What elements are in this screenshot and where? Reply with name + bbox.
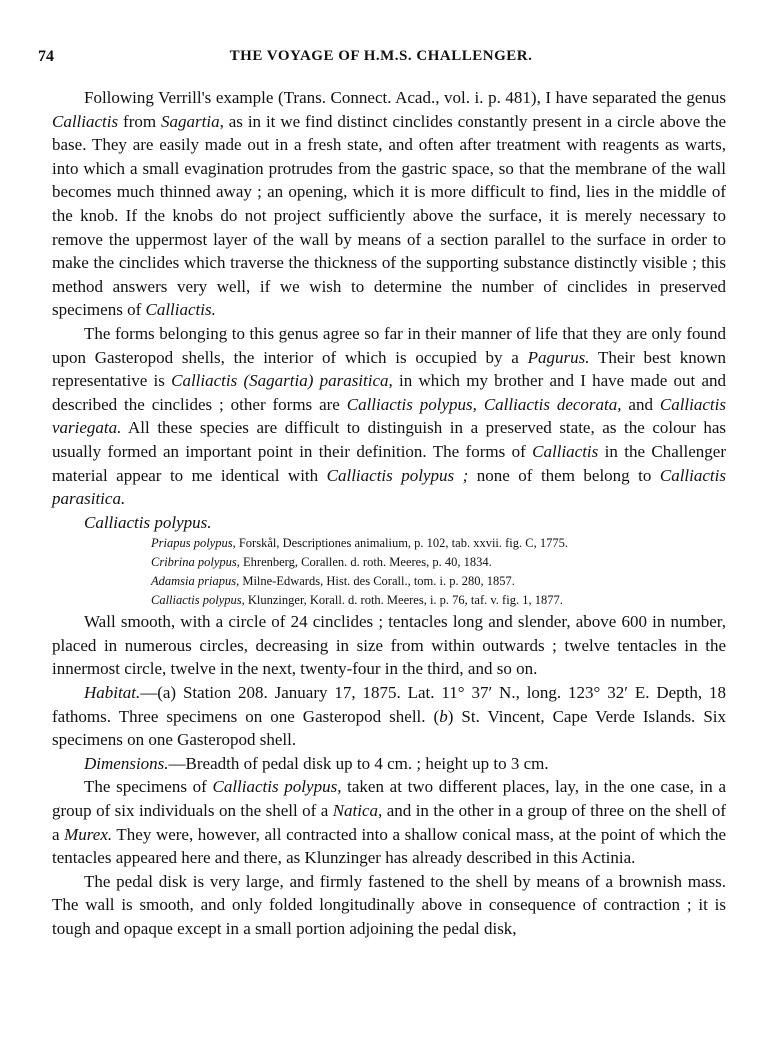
italic-run: Natica, [332,801,383,821]
paragraph-genus-intro [52,86,726,322]
paragraph-dimensions [52,752,726,776]
paragraph-specimens [52,775,726,869]
italic-run: Calliactis polypus, [151,593,245,608]
text-run: Forskål, Descriptiones animalium, p. 102, tab. xxvii. fig. C, 1775. [235,536,568,551]
italic-run: Calliactis polypus ; [326,465,469,485]
paragraph-habitat [52,681,726,752]
italic-run: Sagartia [161,111,220,131]
paragraph-forms [52,322,726,511]
italic-run: Calliactis. [145,300,216,320]
text-run: They were, however, all contracted into a shallow conical mass, at the point of which the tentacles appeared here and there, as Klunzinger has already described in this Actinia. [52,824,726,868]
italic-run: Murex. [64,824,113,844]
text-run: All these species are difficult to distinguish in a preserved state, as the colour has usually formed an important point in their definition. The forms of [52,418,726,461]
synonym-entry [151,553,726,572]
italic-run: Calliactis polypus, Calliactis decorata, [346,394,622,414]
text-run: The pedal disk is very large, and firmly fastened to the shell by means of a brownish mass. The wall is smooth, and only folded longitudinally above in consequence of contraction ; it is tough and opaque except in a small portion adjoining the pedal disk, [52,871,726,938]
text-run: , as in it we find distinct cinclides constantly present in a circle above the base. They are easily made out in a fresh state, and often after treatment with reagents as warts, into which a small evagination protrudes from the gastric space, so that the membrane of the wall becomes much thinned away ; an opening, which it is more difficult to find, lies in the middle of the knob. If the knobs do not project sufficiently above the surface, it is merely necessary to remove the uppermost layer of the wall by means of a section parallel to the surface in order to make the cinclides which traverse the thickness of the supporting substance distinctly visible ; this method answers very well, if we wish to determine the number of cinclides in preserved specimens of [52,111,727,320]
text-run: Following Verrill's example (Trans. Connect. Acad., vol. i. p. 481), I have separated the genus [84,88,726,107]
text-run: Klunzinger, Korall. d. roth. Meeres, i. p. 76, taf. v. fig. 1, 1877. [244,593,563,608]
text-run: in the Challenger material appear to me identical with [52,441,726,485]
text-run: Their best known representative is [52,347,726,391]
italic-run: Cribrina polypus, [151,555,240,570]
italic-run: Calliactis [532,441,599,461]
text-run: from [118,111,162,131]
running-title: THE VOYAGE OF H.M.S. CHALLENGER. [229,48,533,64]
text-run: and [621,394,660,414]
text-run: Milne-Edwards, Hist. des Corall., tom. i. p. 280, 1857. [239,574,515,589]
italic-run: Pagurus. [527,347,590,367]
paragraph-pedal-disk [52,870,726,941]
synonymy-list [151,534,726,610]
body-text [52,86,726,941]
italic-run: Dimensions. [84,753,169,773]
text-run: in which my brother and I have made out and described the cinclides ; other forms are [52,371,726,414]
text-run: Wall smooth, with a circle of 24 cinclides ; tentacles long and slender, above 600 in number, placed in numerous circles, decreasing in size from within outwards ; twelve tentacles in the innermost circle, twelve in the next, twenty-four in the third, and so on. [52,612,726,679]
page-header [38,48,724,70]
italic-run: Calliactis variegata. [52,394,726,438]
text-run: taken at two different places, lay, in the one case, in a group of six individuals on the shell of a [52,777,727,821]
text-run: ) St. Vincent, Cape Verde Islands. Six specimens on one Gasteropod shell. [52,706,727,750]
page-number: 74 [38,48,54,65]
species-heading [52,511,726,535]
italic-run: b [439,706,448,726]
text-run: The specimens of [84,777,213,797]
italic-run: Calliactis parasitica. [52,465,726,509]
text-run: Ehrenberg, Corallen. d. roth. Meeres, p. 40, 1834. [239,555,492,570]
text-run: none of them belong to [468,465,660,485]
italic-run: Adamsia priapus, [151,574,240,589]
italic-run: Calliactis [52,111,119,131]
synonym-entry [151,534,726,553]
italic-run: Priapus polypus, [151,536,236,551]
italic-run: Habitat. [84,683,141,703]
species-name: Calliactis polypus. [84,512,212,532]
synonym-entry [151,591,726,610]
synonym-entry [151,572,726,591]
text-run: —Breadth of pedal disk up to 4 cm. ; height up to 3 cm. [168,753,549,773]
text-run: The forms belonging to this genus agree so far in their manner of life that they are only found upon Gasteropod shells, the interior of which is occupied by a [52,323,726,367]
text-run: —(a) Station 208. January 17, 1875. Lat. 11° 37′ N., long. 123° 32′ E. Depth, 18 fathoms. Three specimens on one Gasteropod shell. ( [52,683,726,726]
italic-run: Calliactis polypus, [212,777,342,797]
paragraph-description [52,610,726,681]
italic-run: Calliactis (Sagartia) parasitica, [171,371,393,391]
text-run: and in the other in a group of three on the shell of a [52,801,726,844]
